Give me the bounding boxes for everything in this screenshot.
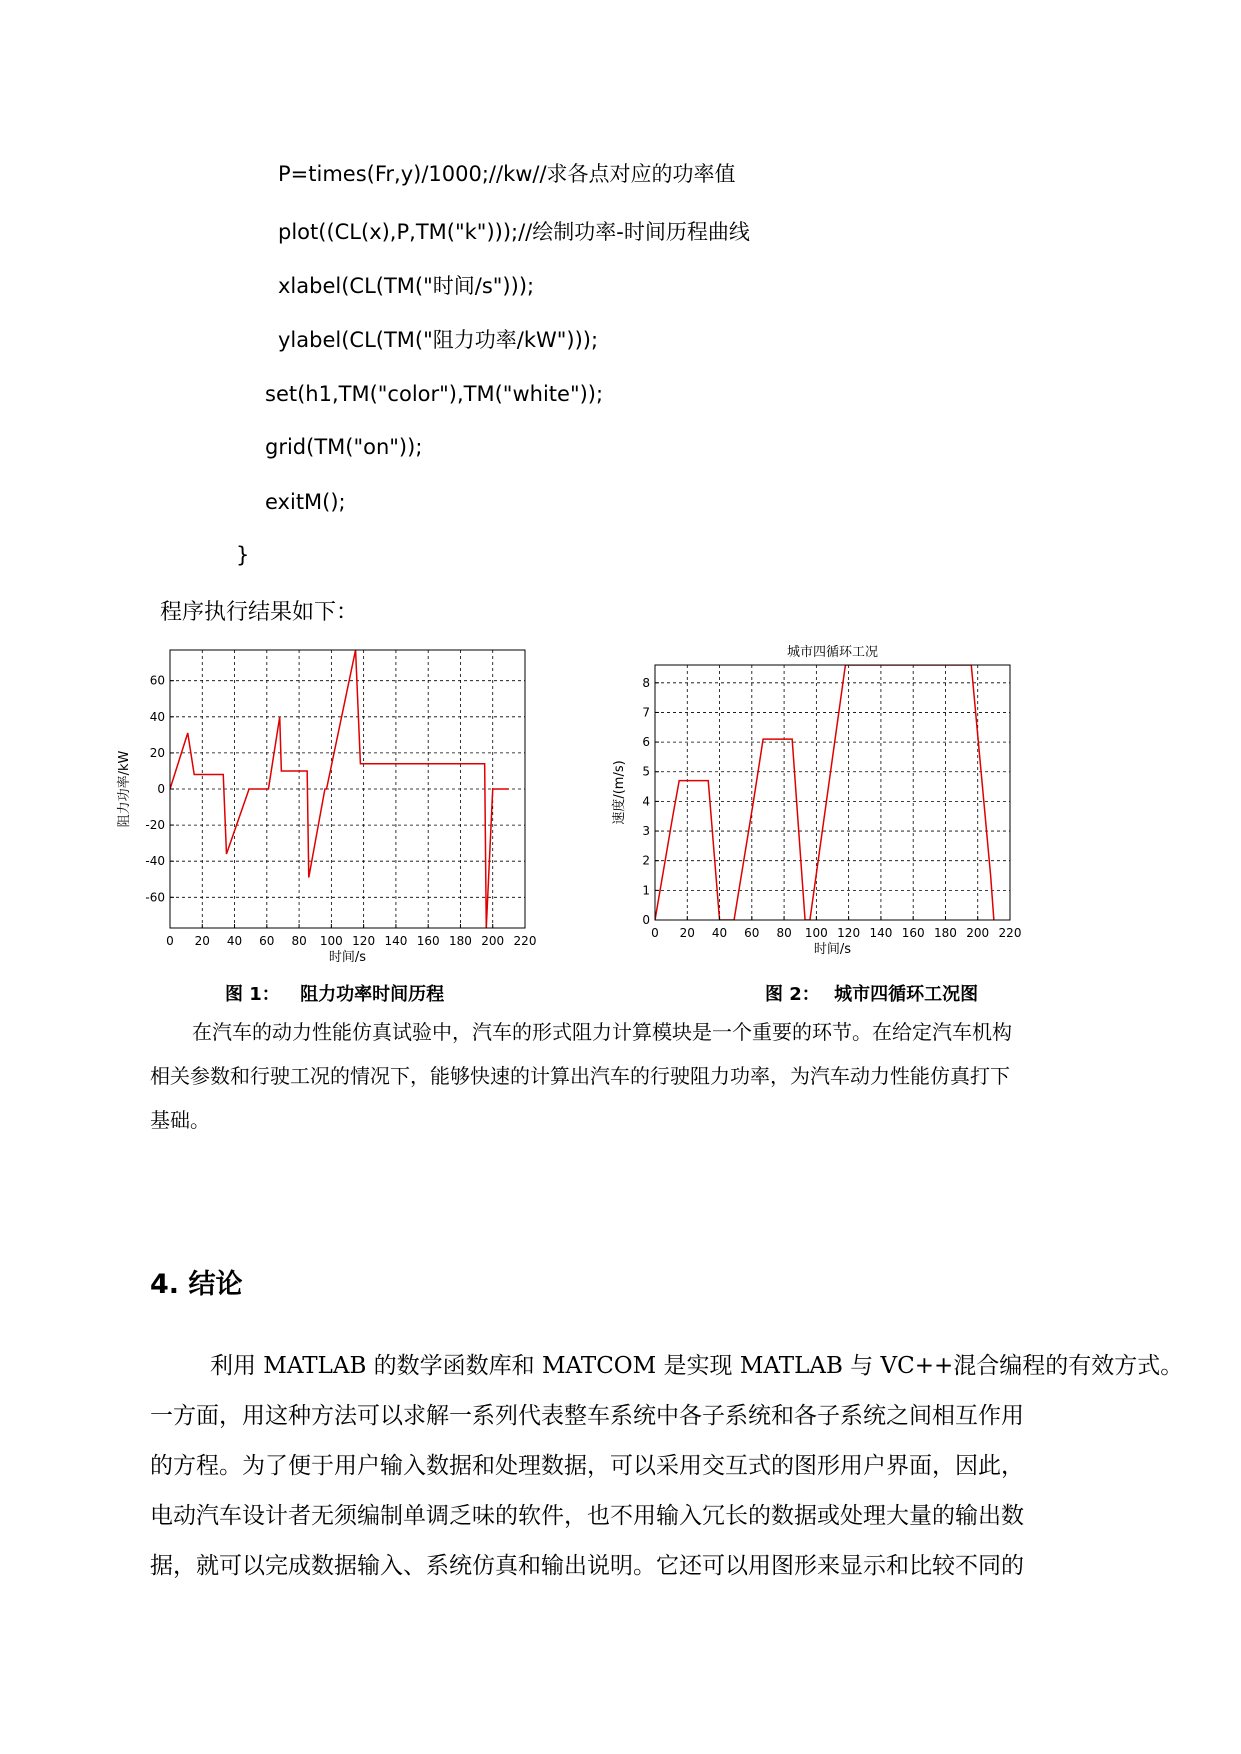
paragraph-simulation <box>150 1010 1100 1142</box>
chart-title: 城市四循环工况 <box>786 645 879 660</box>
x-tick-label: 100 <box>319 934 343 948</box>
paragraph-line: 利用 MATLAB 的数学函数库和 MATCOM 是实现 MATLAB 与 VC++混合编程的有效方式。 <box>210 1353 1184 1379</box>
x-axis-label: 时间/s <box>813 942 852 957</box>
x-tick-label: 180 <box>934 926 957 940</box>
x-tick-label: 40 <box>226 934 243 948</box>
code-line: ylabel(CL(TM("阻力功率/kW"))); <box>278 328 599 352</box>
code-line: set(h1,TM("color"),TM("white")); <box>265 382 604 406</box>
x-tick-label: 200 <box>966 926 990 940</box>
figure1-caption <box>225 980 444 1006</box>
y-tick-label: 8 <box>642 675 650 690</box>
x-tick-label: 80 <box>776 926 792 940</box>
figure1-caption-text: 阻力功率时间历程 <box>300 984 445 1005</box>
x-tick-label: 120 <box>837 926 861 940</box>
x-axis-label: 时间/s <box>328 950 367 965</box>
power-time-chart <box>115 640 545 970</box>
y-tick-label: 60 <box>149 673 165 688</box>
figure2-caption <box>765 980 978 1006</box>
code-line: plot((CL(x),P,TM("k")));//绘制功率-时间历程曲线 <box>278 220 750 244</box>
y-tick-label: 0 <box>642 913 650 927</box>
x-tick-label: 20 <box>679 926 695 940</box>
figure2-caption-num: 图 2： <box>765 984 820 1005</box>
code-line: xlabel(CL(TM("时间/s"))); <box>278 274 535 298</box>
y-tick-label: -40 <box>145 854 165 869</box>
y-tick-label: 4 <box>642 794 650 809</box>
x-tick-label: 40 <box>711 926 728 940</box>
paragraph-line: 基础。 <box>150 1108 210 1132</box>
x-tick-label: 60 <box>259 934 275 948</box>
figure2-caption-text: 城市四循环工况图 <box>834 984 979 1005</box>
code-line: exitM(); <box>265 490 346 514</box>
y-tick-label: 2 <box>642 853 650 868</box>
paragraph-line: 电动汽车设计者无须编制单调乏味的软件，也不用输入冗长的数据或处理大量的输出数 <box>150 1503 1024 1529</box>
grid <box>655 665 1010 920</box>
city-cycle-chart <box>610 635 1070 970</box>
x-tick-label: 80 <box>291 934 307 948</box>
section-heading: 4. 结论 <box>150 1269 243 1300</box>
y-tick-label: 3 <box>642 824 650 839</box>
code-line: grid(TM("on")); <box>265 435 423 459</box>
paragraph-line: 据，就可以完成数据输入、系统仿真和输出说明。它还可以用图形来显示和比较不同的 <box>150 1553 1024 1579</box>
plot-frame <box>655 665 1010 920</box>
series-line <box>655 665 994 920</box>
paragraph-line: 一方面，用这种方法可以求解一系列代表整车系统中各子系统和各子系统之间相互作用 <box>150 1403 1024 1429</box>
y-tick-label: 1 <box>642 883 650 898</box>
y-tick-label: -20 <box>145 818 165 833</box>
y-tick-label: 6 <box>642 735 650 750</box>
x-tick-label: 60 <box>744 926 760 940</box>
y-tick-label: 20 <box>149 745 165 760</box>
intro-text: 程序执行结果如下： <box>160 600 359 625</box>
x-tick-label: 220 <box>513 934 537 948</box>
y-tick-label: 7 <box>642 705 650 720</box>
y-tick-label: 0 <box>157 782 165 796</box>
x-tick-label: 140 <box>869 926 893 940</box>
figure1-caption-num: 图 1： <box>225 984 280 1005</box>
y-axis-label: 阻力功率/kW <box>117 750 132 828</box>
x-tick-label: 100 <box>804 926 828 940</box>
y-axis-label: 速度/(m/s) <box>612 760 627 825</box>
code-line: } <box>236 543 250 567</box>
y-tick-label: 40 <box>149 709 165 724</box>
x-tick-label: 120 <box>352 934 376 948</box>
y-tick-label: -60 <box>145 890 165 905</box>
x-tick-label: 20 <box>194 934 210 948</box>
x-tick-label: 140 <box>384 934 408 948</box>
paragraph-line: 的方程。为了便于用户输入数据和处理数据，可以采用交互式的图形用户界面，因此， <box>150 1453 1024 1479</box>
x-tick-label: 200 <box>481 934 505 948</box>
paragraph-conclusion <box>150 1341 1184 1591</box>
x-tick-label: 160 <box>901 926 925 940</box>
code-line: P=times(Fr,y)/1000;//kw//求各点对应的功率值 <box>278 162 736 186</box>
x-tick-label: 160 <box>416 934 440 948</box>
x-tick-label: 220 <box>998 926 1022 940</box>
x-tick-label: 180 <box>449 934 472 948</box>
x-tick-label: 0 <box>651 926 659 940</box>
paragraph-line: 相关参数和行驶工况的情况下，能够快速的计算出汽车的行驶阻力功率，为汽车动力性能仿真打下 <box>150 1064 1010 1088</box>
y-tick-label: 5 <box>642 764 650 779</box>
paragraph-line: 在汽车的动力性能仿真试验中，汽车的形式阻力计算模块是一个重要的环节。在给定汽车机构 <box>192 1020 1012 1044</box>
x-tick-label: 0 <box>166 934 174 948</box>
